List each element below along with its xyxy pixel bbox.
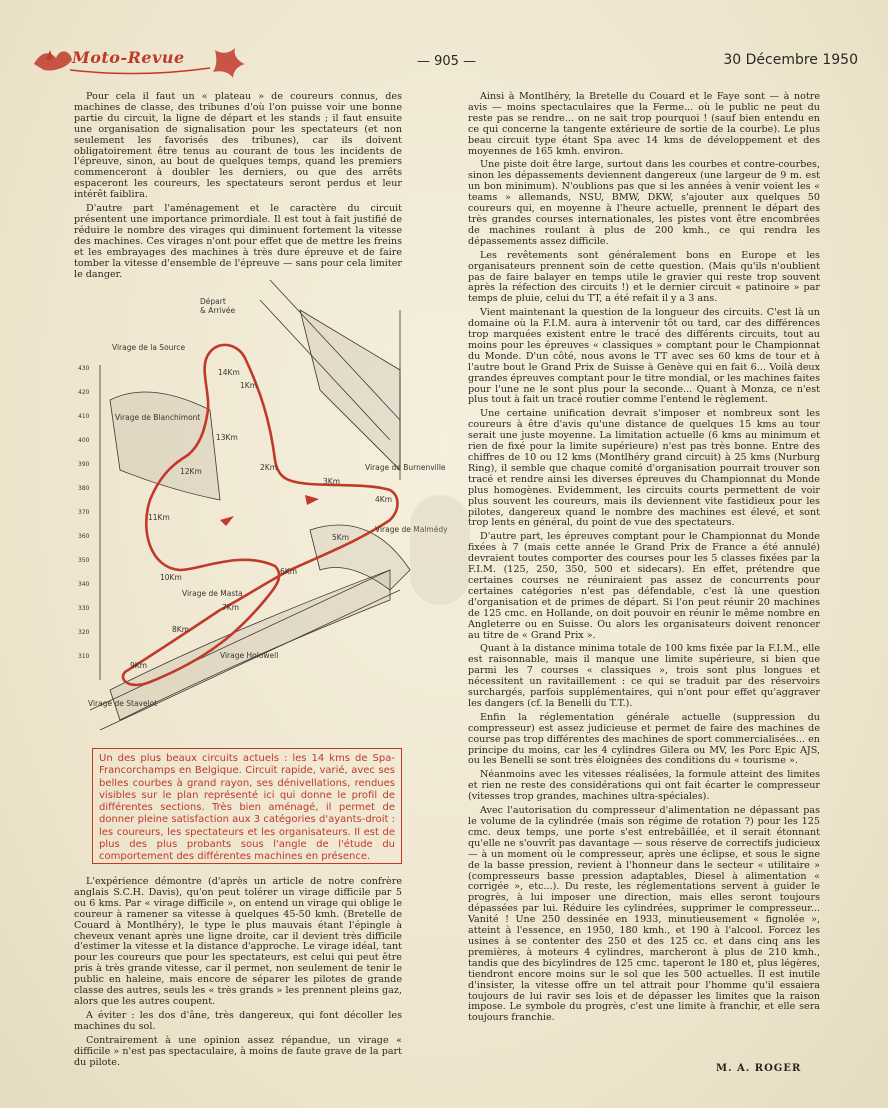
paragraph: A éviter : les dos d'âne, très dangereux, qui font décoller les machines du sol. xyxy=(74,1009,402,1032)
map-caption: Un des plus beaux circuits actuels : les 14 kms de Spa-Francorchamps en Belgique. Circuit rapide, varié, avec ses belles courbes à grand rayon, ses dénivellations, rendues visibles sur le plan représenté ici qui donne le profil de différentes sections. Très bien aménagé, il permet de donner pleine satisfaction aux 3 catégories d'ayants-droit : les coureurs, les spectateurs et les organisateurs. Il est de plus des plus probants sous l'angle de l'étude du comportement des différentes machines en présence. xyxy=(92,748,402,864)
km-marker-10: 10Km xyxy=(160,573,182,582)
right-column xyxy=(468,92,820,1027)
paragraph: Vient maintenant la question de la longueur des circuits. C'est là un domaine où la F.I.M. aura à intervenir tôt ou tard, car des différences trop marquées existent entre le tracé des différents circuits, tout au moins pour les épreuves « classiques » comptant pour le Championnat du Monde. D'un côté, nous avons le TT avec ses 60 kms de tour et à l'autre bout le Grand Prix de Suisse à Genève qui en fait 6... Voilà deux grandes épreuves comptant pour le titre mondial, or les machines faites pour l'une ne le sont plus pour la seconde... Quant à Monza, ce n'est plus tout à fait un tracé routier comme l'entend le règlement. xyxy=(468,307,820,406)
paragraph: D'autre part, les épreuves comptant pour le Championnat du Monde fixées à 7 (mais cette année le Grand Prix de France a été annulé) devraient toutes comporter des courses pour les 5 classes fixées par la F.I.M. (125, 250, 350, 500 et sidecars). En effet, prétendre que certaines courses ne réuniraient pas assez de concurrents pour certaines catégories n'est pas défendable, c'est là une question d'organisation et de primes de départ. Si l'on peut réunir 20 machines de 125 cmc. en Hollande, on doit pouvoir en réunir le même nombre en Angleterre ou en Suisse. Ou alors les organisateurs doivent renoncer au titre de « Grand Prix ». xyxy=(468,531,820,641)
elevation-label: 320 xyxy=(78,629,90,636)
label-virage-masta: Virage de Masta xyxy=(182,589,243,598)
km-marker-11: 11Km xyxy=(148,513,170,522)
paragraph: Les revêtements sont généralement bons en Europe et les organisateurs prennent soin de cette question. (Mais qu'ils n'oublient pas de faire balayer en temps utile le gravier qui reste trop souvent après la réfection des circuits !) et le dernier circuit « patinoire » par temps de pluie, celui du TT, a été refait il y a 3 ans. xyxy=(468,249,820,305)
label-arrivee: & Arrivée xyxy=(200,306,236,315)
paragraph: Contrairement à une opinion assez répandue, un virage « difficile » n'est pas spectaculaire, à moins de faute grave de la part du pilote. xyxy=(74,1034,402,1068)
elevation-label: 420 xyxy=(78,389,90,396)
km-marker-8: 8Km xyxy=(172,625,189,634)
paragraph: Ainsi à Montlhéry, la Bretelle du Couard et le Faye sont — à notre avis — moins spectaculaires que la Ferme... où le public ne peut du reste pas se rendre... on ne sait trop pourquoi ! (sauf bien entendu en ce qui concerne la tangente extérieure de sortie de la courbe). Le plus beau circuit type étant Spa avec 14 kms de développement et des moyennes de 165 kmh. environ. xyxy=(468,91,820,157)
elevation-label: 310 xyxy=(78,653,90,660)
elevation-label: 400 xyxy=(78,437,90,444)
paper-stain xyxy=(410,495,470,605)
label-virage-holowell: Virage Holowell xyxy=(220,651,279,660)
paragraph: Quant à la distance minima totale de 100 kms fixée par la F.I.M., elle est raisonnable, mais il manque une limite supérieure, si bien que parmi les 7 courses « classiques », trois sont plus longues et nécessitent un ravitaillement : ce qui se traduit par des réservoirs surchargés, parfois supplémentaires, qui n'ont pour effet qu'aggraver les dangers (cf. la Benelli du T.T.). xyxy=(468,643,820,709)
km-marker-5: 5Km xyxy=(332,533,349,542)
paragraph: L'expérience démontre (d'après un article de notre confrère anglais S.C.H. Davis), qu'on peut tolérer un virage difficile par 5 ou 6 kms. Par « virage difficile », on entend un virage qui oblige le coureur à ramener sa vitesse à quelques 45-50 kmh. (Bretelle de Couard à Montlhéry), le type le plus mauvais étant l'épingle à cheveux venant après une ligne droite, car il devient très difficile d'estimer la vitesse et la distance d'approche. Le virage idéal, tant pour les coureurs que pour les spectateurs, est celui qui peut être pris à très grande vitesse, car il permet, non seulement de tenir le public en haleine, mais encore de séparer les pilotes de grande classe des autres, seuls les « très grands » les prennent pleins gaz, alors que les autres coupent. xyxy=(74,876,402,1007)
elevation-label: 360 xyxy=(78,533,90,540)
paragraph: Pour cela il faut un « plateau » de coureurs connus, des machines de classe, des tribunes d'où l'on puisse voir une bonne partie du circuit, la ligne de départ et les stands ; il faut ensuite une organisation de signalisation pour les spectateurs (et non seulement les favorisés des tribunes), car ils doivent obligatoirement être tenus au courant de tous les incidents de l'épreuve, sinon, au bout de quelques temps, quand les premiers commenceront à doubler les derniers, ou que des arrêts espaceront les coureurs, les spectateurs seront perdus et leur intérêt faiblira. xyxy=(74,91,402,201)
paragraph: D'autre part l'aménagement et le caractère du circuit présentent une importance primordiale. Il est tout à fait justifié de réduire le nombre des virages qui diminuent fortement la vitesse des machines. Ces virages n'ont pour effet que de mettre les freins et les embrayages des machines à très dure épreuve et de faire tomber la vitesse d'ensemble de l'épreuve — sans pour cela limiter le danger. xyxy=(74,203,402,280)
km-marker-13: 13Km xyxy=(216,433,238,442)
author-signature: M. A. ROGER xyxy=(716,1063,802,1074)
elevation-label: 410 xyxy=(78,413,90,420)
label-virage-stavelot: Virage de Stavelot xyxy=(88,699,158,708)
km-marker-14: 14Km xyxy=(218,368,240,377)
km-marker-9: 9Km xyxy=(130,661,147,670)
issue-date: 30 Décembre 1950 xyxy=(723,52,858,68)
km-marker-4: 4Km xyxy=(375,495,392,504)
elevation-label: 330 xyxy=(78,605,90,612)
paragraph: Néanmoins avec les vitesses réalisées, la formule atteint des limites et rien ne reste des considérations qui ont fait écarter le compresseur (vitesses trop grandes, machines ultra-spéciales). xyxy=(468,769,820,803)
elevation-label: 390 xyxy=(78,461,90,468)
label-virage-source: Virage de la Source xyxy=(112,343,186,352)
elevation-label: 380 xyxy=(78,485,90,492)
elevation-label: 370 xyxy=(78,509,90,516)
left-column-top xyxy=(74,92,402,283)
page-number: — 905 — xyxy=(417,54,477,69)
km-marker-3: 3Km xyxy=(323,477,340,486)
elevation-label: 430 xyxy=(78,365,90,372)
km-marker-2: 2Km xyxy=(260,463,277,472)
km-marker-12: 12Km xyxy=(180,467,202,476)
elevation-label: 340 xyxy=(78,581,90,588)
km-marker-1: 1Km xyxy=(240,381,257,390)
paragraph: Enfin la réglementation générale actuelle (suppression du compresseur) est assez judicieuse et permet de faire des machines de course pas trop différentes des machines de sport commercialisées... en principe du moins, car les 4 cylindres Gilera ou MV, les Porc Epic AJS, ou les Benelli se sont très éloignées des conditions du « tourisme ». xyxy=(468,711,820,767)
paragraph: Une piste doit être large, surtout dans les courbes et contre-courbes, sinon les dépassements deviennent dangereux (une largeur de 9 m. est un bon minimum). N'oublions pas que si les années à venir voient les « teams » allemands, NSU, BMW, DKW, s'ajouter aux quelques 50 coureurs qui, en moyenne à l'heure actuelle, prennent le départ des très grandes courses internationales, les pistes vont être encombrées de machines roulant à plus de 200 kmh., ce qui rendra les dépassements assez difficile. xyxy=(468,159,820,247)
paragraph: Une certaine unification devrait s'imposer et nombreux sont les coureurs à être d'avis qu'une distance de quelques 15 kms au tour serait une juste moyenne. La limitation actuelle (6 kms au minimum et rien de fixé pour la limite supérieure) n'est pas très bonne. Entre des chiffres de 10 ou 12 kms (Montlhéry grand circuit) à 25 kms (Nurburg Ring), il semble que chaque comité d'organisation pourrait trouver son tracé et rendre ainsi les diverses épreuves du Championnat du Monde plus homogènes. Evidemment, les circuits courts permettent de voir plus souvent les coureurs, mais ils deviennent vite fastidieux pour les pilotes, dangereux quand le nombre des machines est élevé, et sont trop lents en général, du point de vue des spectateurs. xyxy=(468,408,820,529)
km-marker-7: 7Km xyxy=(222,603,239,612)
paragraph: Avec l'autorisation du compresseur d'alimentation ne dépassant pas le volume de la cylindrée (mais son régime de rotation ?) pour les 125 cmc. deux temps, une porte s'est entrebâillée, et il serait étonnant qu'elle ne s'ouvrît pas davantage — sous réserve de correctifs judicieux — à un moment où le compresseur, après une éclipse, et sous le signe de la basse pression, revient à l'honneur dans le secteur « utilitaire » (compresseurs basse pression adaptables, Diesel à alimentation « corrigée », etc...). Du reste, les réglementations servent à guider le progrès, à lui imposer une direction, mais elles seront toujours dépassées par lui. Réduire les cylindrées, supprimer le compresseur... Vanité ! Une 250 dessinée en 1933, minutieusement « fignolée », atteint à l'essence, en 1950, 180 kmh., et 190 à l'alcool. Forcez les usines à se contenter des 250 et des 125 cc. et dans cinq ans les premières, à moteurs 4 cylindres, marcheront à plus de 210 kmh., tandis que des bicylindres de 125 cmc. taperont le 180 et, plus légères, tiendront encore moins sur le sol que les 500 actuelles. Il est inutile d'insister, la vitesse offre un tel attrait pour l'homme qu'il essaiera toujours de lui ravir ses lois et de dépasser les limites que la raison impose. Le symbole du progrès, c'est une limite à franchir, et elle sera toujours franchie. xyxy=(468,805,820,1024)
elevation-label: 350 xyxy=(78,557,90,564)
left-column-bottom xyxy=(74,877,402,1071)
elevation-labels xyxy=(78,365,90,660)
km-marker-6: 6Km xyxy=(280,567,297,576)
page-header xyxy=(22,38,868,82)
spa-circuit-map xyxy=(70,270,448,730)
label-virage-blanchimont: Virage de Blanchimont xyxy=(115,413,201,422)
label-depart: Départ xyxy=(200,297,226,306)
label-virage-burnenville: Virage de Burnenville xyxy=(365,463,446,472)
magazine-title: Moto-Revue xyxy=(72,48,185,67)
label-virage-malmedy: Virage de Malmédy xyxy=(375,525,448,534)
